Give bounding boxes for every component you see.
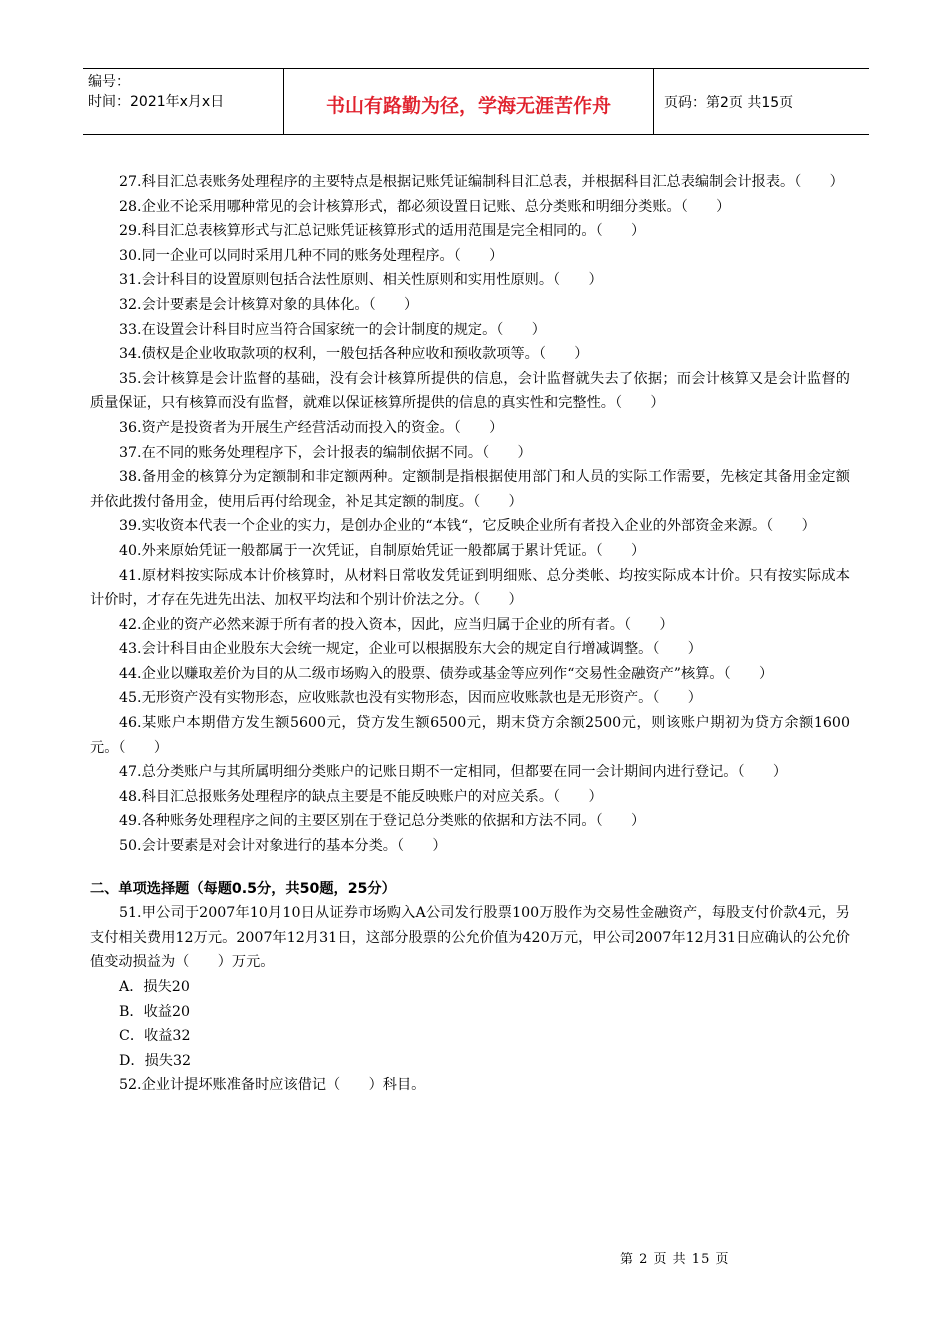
- question-32: 32.会计要素是会计核算对象的具体化。（ ）: [119, 296, 419, 313]
- question-51-option-d: D．损失32: [119, 1052, 191, 1069]
- header-motto: 书山有路勤为径，学海无涯苦作舟: [284, 69, 654, 134]
- question-29: 29.科目汇总表核算形式与汇总记账凭证核算形式的适用范围是完全相同的。（ ）: [119, 223, 646, 240]
- question-39: 39.实收资本代表一个企业的实力，是创办企业的“本钱“，它反映企业所有者投入企业的外部资金来源。（ ）: [119, 518, 816, 535]
- question-41: 41.原材料按实际成本计价核算时，从材料日常收发凭证到明细账、总分类帐、均按实际成本计价。只有按实际成本计价时，才存在先进先出法、加权平均法和个别计价法之分。（ ）: [90, 567, 850, 609]
- question-37: 37.在不同的账务处理程序下，会计报表的编制依据不同。（ ）: [119, 444, 532, 461]
- section-title-single-choice: 二、单项选择题（每题0.5分，共50题，25分）: [90, 880, 396, 897]
- question-49: 49.各种账务处理程序之间的主要区别在于登记总分类账的依据和方法不同。（ ）: [119, 813, 646, 830]
- question-34: 34.债权是企业收取款项的权利，一般包括各种应收和预收款项等。（ ）: [119, 346, 589, 363]
- question-47: 47.总分类账户与其所属明细分类账户的记账日期不一定相同，但都要在同一会计期间内进行登记。（ ）: [119, 764, 788, 781]
- question-27: 27.科目汇总表账务处理程序的主要特点是根据记账凭证编制科目汇总表，并根据科目汇总表编制会计报表。（ ）: [119, 174, 844, 190]
- question-51-option-a: A．损失20: [119, 979, 190, 995]
- page-footer: 第 2 页 共 15 页: [620, 1252, 730, 1267]
- date-label: 时间：2021年x月x日: [88, 94, 225, 110]
- question-35: 35.会计核算是会计监督的基础，没有会计核算所提供的信息，会计监督就失去了依据；而会计核算又是会计监督的质量保证，只有核算而没有监督，就难以保证核算所提供的信息的真实性和完整性。（ ）: [90, 370, 850, 412]
- question-45: 45.无形资产没有实物形态，应收账款也没有实物形态，因而应收账款也是无形资产。（ ）: [119, 690, 702, 707]
- header-page-label: 页码：第2页 共15页: [664, 94, 794, 111]
- question-46: 46.某账户本期借方发生额5600元，贷方发生额6500元，期末贷方余额2500元，则该账户期初为贷方余额1600元。（ ）: [90, 715, 850, 756]
- question-48: 48.科目汇总报账务处理程序的缺点主要是不能反映账户的对应关系。（ ）: [119, 788, 603, 805]
- page-header: [83, 68, 869, 135]
- question-31: 31.会计科目的设置原则包括合法性原则、相关性原则和实用性原则。（ ）: [119, 272, 603, 289]
- question-43: 43.会计科目由企业股东大会统一规定，企业可以根据股东大会的规定自行增减调整。（ ）: [119, 641, 702, 658]
- question-51-option-b: B．收益20: [119, 1003, 191, 1020]
- question-28: 28.企业不论采用哪种常见的会计核算形式，都必须设置日记账、总分类账和明细分类账。（ ）: [119, 198, 731, 215]
- question-52: 52.企业计提坏账准备时应该借记（ ）科目。: [119, 1077, 426, 1094]
- question-40: 40.外来原始凭证一般都属于一次凭证，自制原始凭证一般都属于累计凭证。（ ）: [119, 542, 646, 559]
- question-44: 44.企业以赚取差价为目的从二级市场购入的股票、债券或基金等应列作“交易性金融资产”核算。（ ）: [119, 665, 774, 682]
- question-36: 36.资产是投资者为开展生产经营活动而投入的资金。（ ）: [119, 419, 504, 436]
- question-33: 33.在设置会计科目时应当符合国家统一的会计制度的规定。（ ）: [119, 321, 546, 338]
- question-50: 50.会计要素是对会计对象进行的基本分类。（ ）: [119, 838, 447, 855]
- question-38: 38.备用金的核算分为定额制和非定额两种。定额制是指根据使用部门和人员的实际工作需要，先核定其备用金定额并依此拨付备用金，使用后再付给现金，补足其定额的制度。（ ）: [90, 469, 850, 510]
- header-meta: [83, 69, 284, 134]
- question-42: 42.企业的资产必然来源于所有者的投入资本，因此，应当归属于企业的所有者。（ ）: [119, 616, 674, 633]
- question-30: 30.同一企业可以同时采用几种不同的账务处理程序。（ ）: [119, 247, 504, 264]
- document-body: [90, 170, 850, 1098]
- number-label: 编号：: [88, 74, 130, 90]
- question-51-option-c: C．收益32: [119, 1028, 191, 1045]
- question-51: 51.甲公司于2007年10月10日从证券市场购入A公司发行股票100万股作为交易性金融资产，每股支付价款4元，另支付相关费用12万元。2007年12月31日，这部分股票的公允价值为420万元，甲公司2007年12月31日应确认的公允价值变动损益为（ ）万元。: [90, 905, 850, 971]
